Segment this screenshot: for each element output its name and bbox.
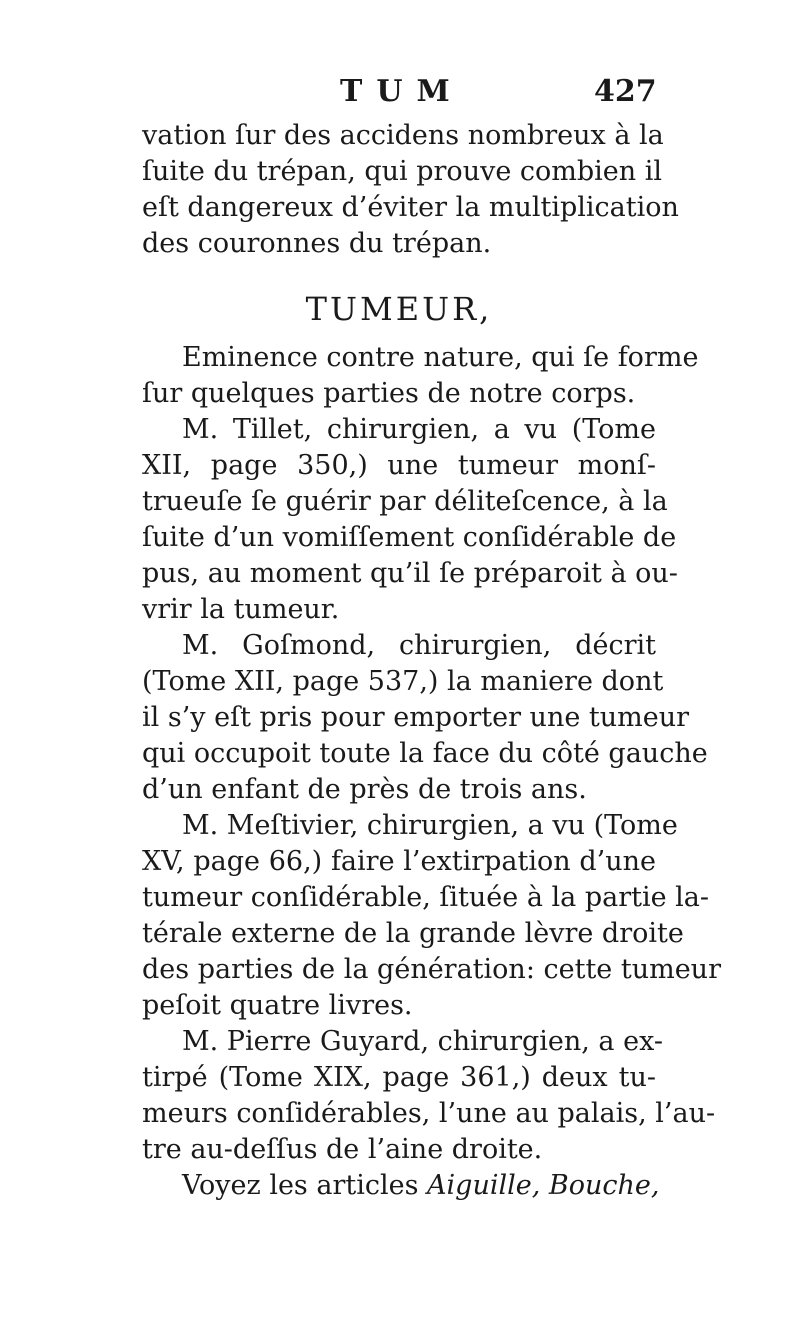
text-line: ſuite d’un vomiſſement conſidérable de bbox=[142, 522, 677, 553]
guyard-paragraph bbox=[142, 1024, 716, 1168]
mestivier-paragraph bbox=[142, 808, 721, 1024]
text-line: térale externe de la grande lèvre droite bbox=[142, 918, 684, 949]
text-line: il s’y eſt pris pour emporter une tumeur bbox=[142, 702, 690, 733]
see-also-prefix: Voyez les articles bbox=[182, 1170, 419, 1201]
gosmond-paragraph bbox=[142, 628, 708, 808]
tillet-paragraph bbox=[142, 412, 678, 628]
text-line: tre au-deſſus de l’aine droite. bbox=[142, 1134, 543, 1165]
text-line: M. Tillet, chirurgien, a vu (Tome bbox=[182, 414, 656, 445]
see-also-line bbox=[142, 1168, 660, 1204]
intro-paragraph bbox=[142, 118, 679, 262]
text-line: eſt dangereux d’éviter la multiplication bbox=[142, 192, 679, 223]
text-line: M. Meſtivier, chirurgien, a vu (Tome bbox=[182, 810, 678, 841]
text-line: ſur quelques parties de notre corps. bbox=[142, 378, 636, 409]
text-line: pus, au moment qu’il ſe préparoit à ou- bbox=[142, 558, 678, 589]
text-line: Eminence contre nature, qui ſe forme bbox=[182, 342, 699, 373]
text-line: tirpé (Tome XIX, page 361,) deux tu- bbox=[142, 1062, 656, 1093]
text-line: tumeur conſidérable, ſituée à la partie la- bbox=[142, 882, 710, 913]
text-line: meurs conſidérables, l’une au palais, l’au- bbox=[142, 1098, 716, 1129]
text-line: M. Pierre Guyard, chirurgien, a ex- bbox=[182, 1026, 663, 1057]
text-line: (Tome XII, page 537,) la maniere dont bbox=[142, 666, 664, 697]
text-line: XV, page 66,) faire l’extirpation d’une bbox=[142, 846, 656, 877]
text-line: XII, page 350,) une tumeur monſ- bbox=[142, 450, 656, 481]
text-line: qui occupoit toute la face du côté gauche bbox=[142, 738, 708, 769]
text-line: vrir la tumeur. bbox=[142, 594, 340, 625]
text-line: trueuſe ſe guérir par déliteſcence, à la bbox=[142, 486, 668, 517]
page-number: 427 bbox=[594, 74, 657, 109]
text-line: des couronnes du trépan. bbox=[142, 228, 492, 259]
cross-reference-bouche: Bouche, bbox=[548, 1170, 660, 1201]
entry-heading: TUMEUR, bbox=[305, 290, 493, 328]
running-head bbox=[0, 74, 800, 114]
see-also-paragraph bbox=[142, 1168, 660, 1204]
running-head-title: TUM bbox=[340, 74, 464, 109]
text-line: d’un enfant de près de trois ans. bbox=[142, 774, 587, 805]
text-line: des parties de la génération: cette tumeur bbox=[142, 954, 721, 985]
text-line: peſoit quatre livres. bbox=[142, 990, 413, 1021]
definition-paragraph bbox=[142, 340, 699, 412]
cross-reference-aiguille: Aiguille, bbox=[427, 1170, 541, 1201]
body-text bbox=[142, 118, 721, 1204]
text-line: ſuite du trépan, qui prouve combien il bbox=[142, 156, 663, 187]
text-line: vation ſur des accidens nombreux à la bbox=[142, 120, 664, 151]
text-line: M. Goſmond, chirurgien, décrit bbox=[182, 630, 656, 661]
